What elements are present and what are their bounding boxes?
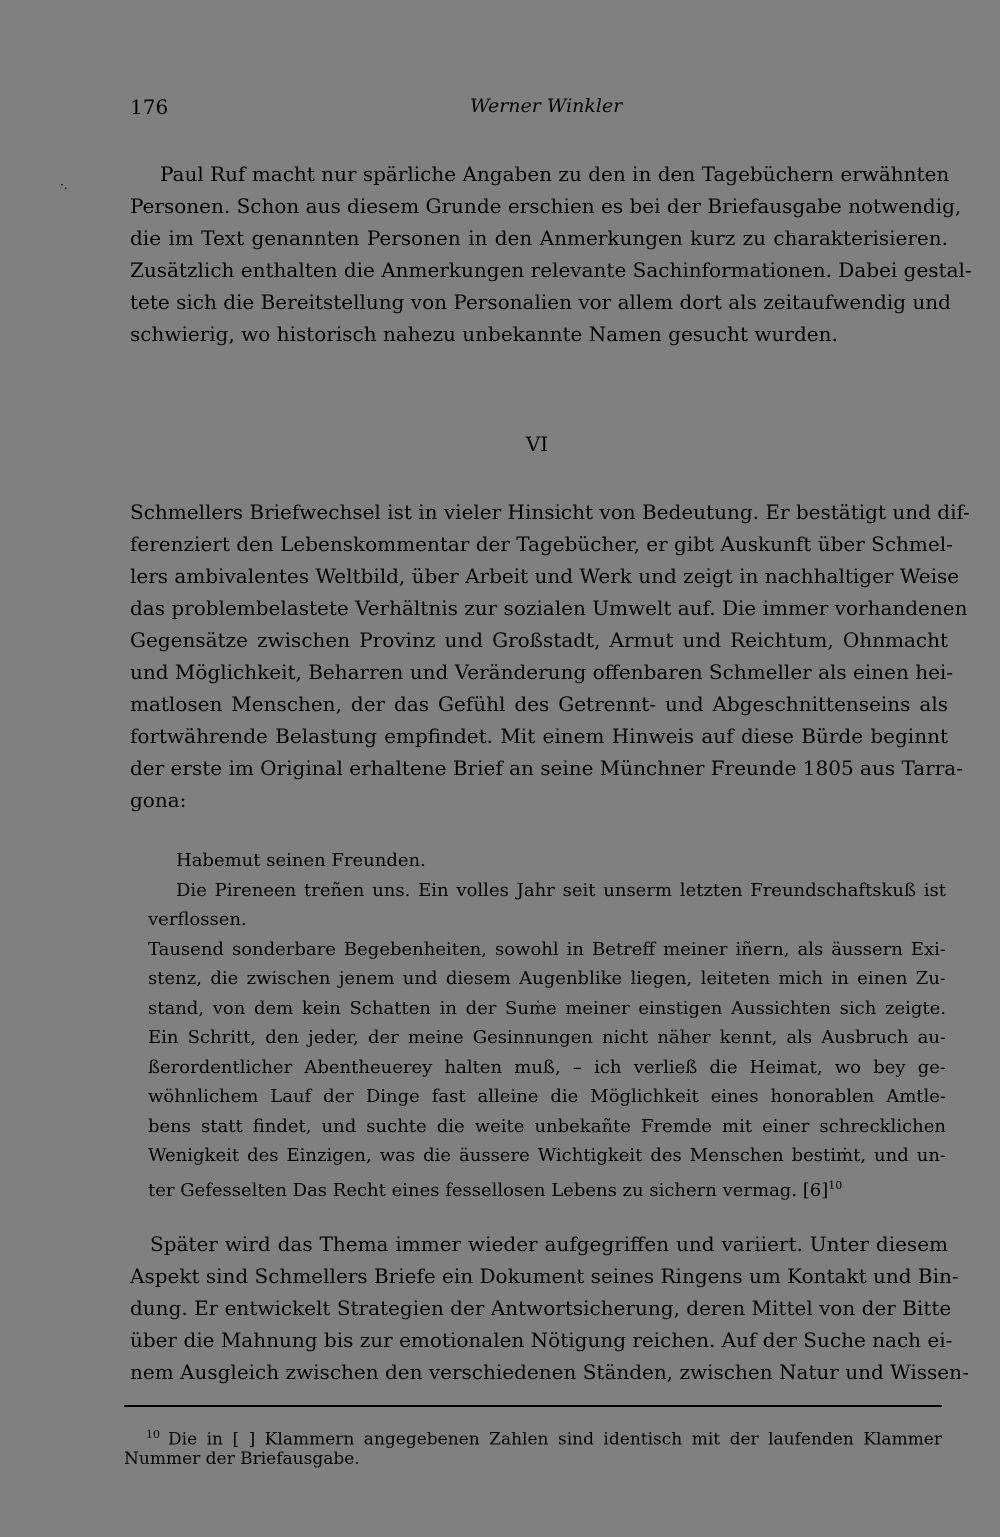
text-line: der erste im Original erhaltene Brief an seine Münchner Freunde 1805 aus Tarra- <box>130 756 963 780</box>
footnote-mark: 10 <box>146 1428 160 1441</box>
text-line: die im Text genannten Personen in den Anmerkungen kurz zu charakterisieren. <box>130 226 948 250</box>
quote-line: Wenigkeit des Einzigen, was die äussere Wichtigkeit des Menschen bestiṁt, und un- <box>148 1145 946 1166</box>
text-line: matlosen Menschen, der das Gefühl des Getrennt- und Abgeschnittenseins als <box>130 692 948 716</box>
text-line: Personen. Schon aus diesem Grunde erschien es bei der Briefausgabe notwendig, <box>130 194 962 218</box>
quote-line: Die Pireneen treñen uns. Ein volles Jahr seit unserm letzten Freundschaftskuß ist <box>176 879 946 901</box>
footnote-reference: 10 <box>828 1178 843 1192</box>
quote-line: verflossen. <box>148 909 247 930</box>
text-line: über die Mahnung bis zur emotionalen Nötigung reichen. Auf der Suche nach ei- <box>130 1328 953 1352</box>
block-quote <box>148 846 946 1200</box>
text-line: Aspekt sind Schmellers Briefe ein Dokument seines Ringens um Kontakt und Bin- <box>130 1264 959 1288</box>
footnote-line: Nummer der Briefausgabe. <box>124 1449 360 1469</box>
paragraph-1 <box>130 158 972 350</box>
text-line: das problembelastete Verhältnis zur sozialen Umwelt auf. Die immer vorhandenen <box>130 596 968 620</box>
quote-line: bens statt findet, und suchte die weite unbekañte Fremde mit einer schrecklichen <box>148 1115 946 1137</box>
text-line: Zusätzlich enthalten die Anmerkungen relevante Sachinformationen. Dabei gestal- <box>130 258 972 282</box>
text-line: Schmellers Briefwechsel ist in vieler Hinsicht von Bedeutung. Er bestätigt und dif- <box>130 500 970 524</box>
footnote-line: $^{10}$ Die in [ ] Klammern angegebenen Zahlen sind identisch mit der laufenden Klammer <box>146 1428 942 1450</box>
text-line: lers ambivalentes Weltbild, über Arbeit und Werk und zeigt in nachhaltiger Weise <box>130 564 960 588</box>
footnote-rule <box>124 1405 942 1407</box>
text-line: und Möglichkeit, Beharren und Veränderung offenbaren Schmeller als einen hei- <box>130 660 954 684</box>
paragraph-2 <box>130 496 970 816</box>
quote-line: stand, von dem kein Schatten in der Suṁe meiner einstigen Aussichten sich zeigte. <box>148 997 946 1019</box>
text-line: Paul Ruf macht nur spärliche Angaben zu den in den Tagebüchern erwähnten <box>160 162 950 186</box>
text-line: tete sich die Bereitstellung von Personalien vor allem dort als zeitaufwendig und <box>130 290 951 314</box>
quote-line: stenz, die zwischen jenem und diesem Augenblike liegen, leiteten mich in einen Zu- <box>148 968 946 989</box>
text-line: Später wird das Thema immer wieder aufgegriffen und variiert. Unter diesem <box>150 1232 948 1256</box>
quote-line: Ein Schritt, den jeder, der meine Gesinnungen nicht näher kennt, als Ausbruch au- <box>148 1027 946 1048</box>
quote-line: wöhnlichem Lauf der Dinge fast alleine die Möglichkeit eines honorablen Amtle- <box>148 1086 946 1107</box>
section-heading: VI <box>525 432 549 456</box>
text-line: Gegensätze zwischen Provinz und Großstadt, Armut und Reichtum, Ohnmacht <box>130 628 948 652</box>
text-line: ferenziert den Lebenskommentar der Tagebücher, er gibt Auskunft über Schmel- <box>130 532 953 556</box>
quote-line: Habemut seinen Freunden. <box>176 850 426 871</box>
quote-line: ßerordentlicher Abentheuerey halten muß, – ich verließ die Heimat, wo bey ge- <box>148 1056 946 1078</box>
page-number: 176 <box>130 95 169 119</box>
paragraph-3 <box>130 1228 969 1388</box>
text-line: gona: <box>130 788 187 812</box>
text-line: dung. Er entwickelt Strategien der Antwortsicherung, deren Mittel von der Bitte <box>130 1296 952 1320</box>
text-line: nem Ausgleich zwischen den verschiedenen Ständen, zwischen Natur und Wissen- <box>130 1360 969 1384</box>
quote-line: Tausend sonderbare Begebenheiten, sowohl in Betreff meiner iñern, als äussern Exi- <box>148 938 946 960</box>
stray-mark: ·. <box>60 178 68 192</box>
quote-line: ter Gefesselten Das Recht eines fessellosen Lebens zu sichern vermag. $[6]^{10}$ <box>148 1178 843 1201</box>
text-line: schwierig, wo historisch nahezu unbekannte Namen gesucht wurden. <box>130 322 838 346</box>
footnote <box>124 1422 942 1472</box>
running-head: Werner Winkler <box>470 95 623 117</box>
text-line: fortwährende Belastung empfindet. Mit einem Hinweis auf diese Bürde beginnt <box>130 724 948 748</box>
